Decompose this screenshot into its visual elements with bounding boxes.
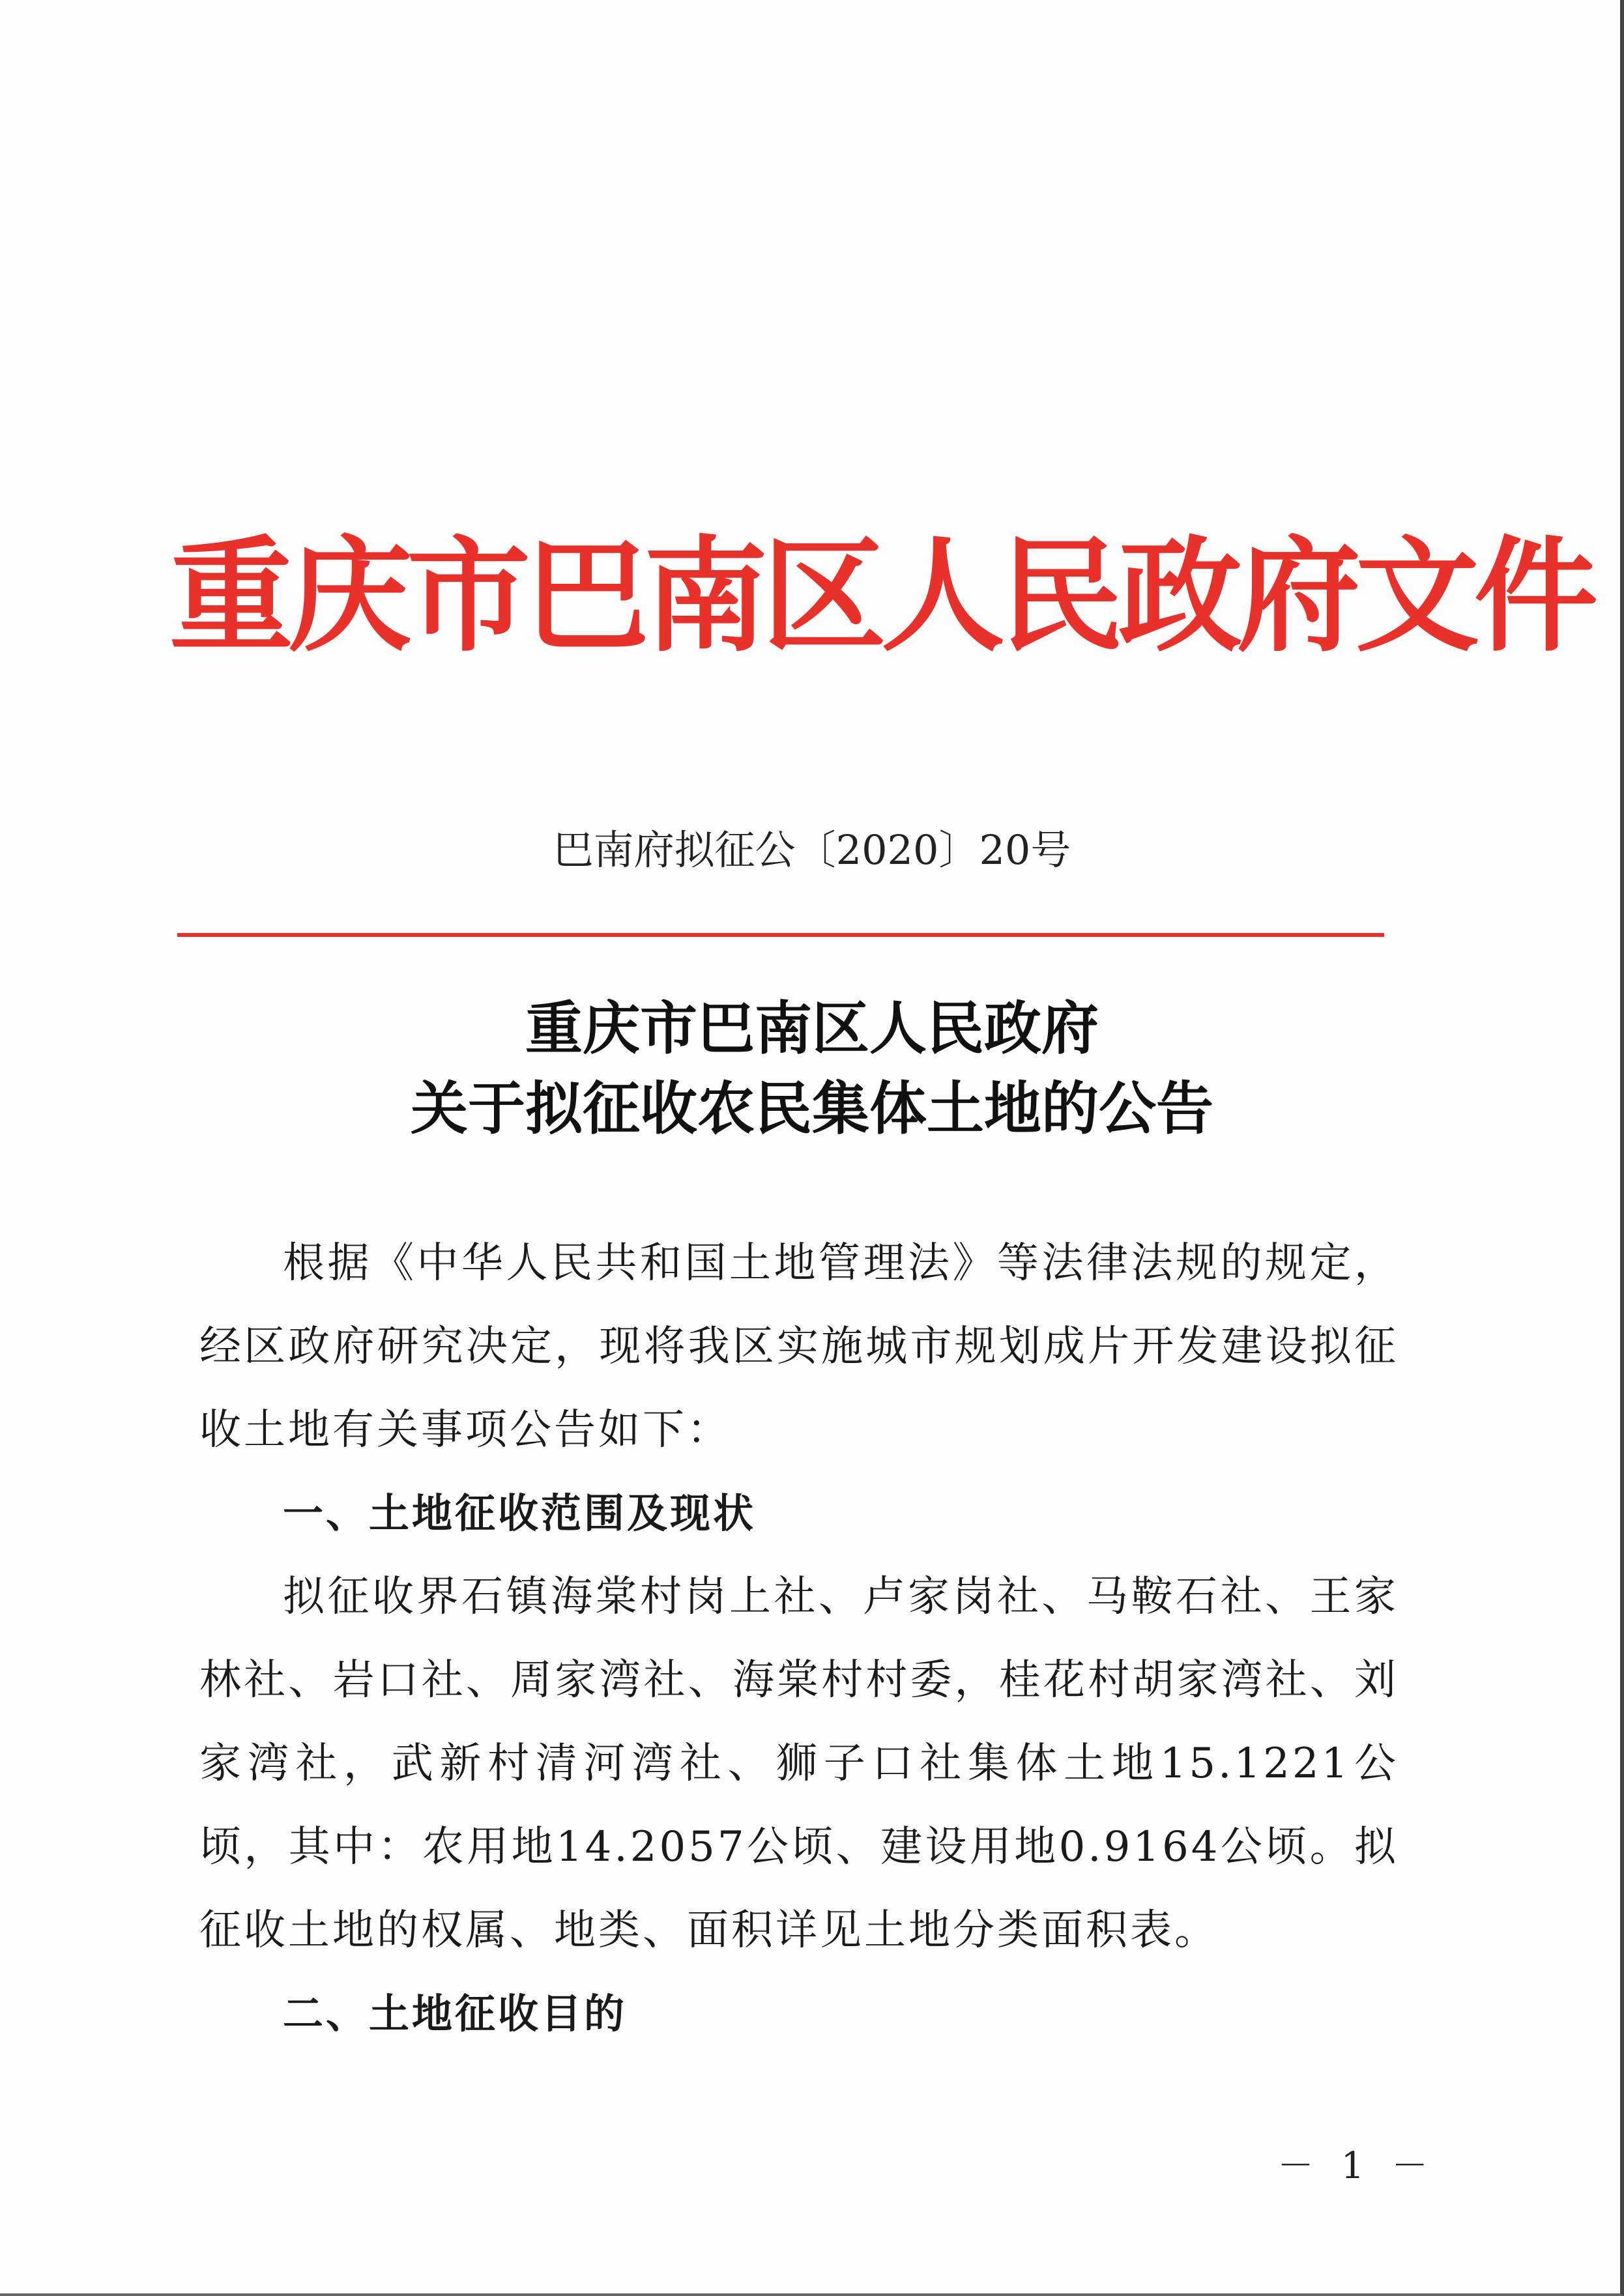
document-number: 巴南府拟征公〔2020〕20号 (553, 826, 1071, 874)
section-2-heading: 二、土地征收目的 (283, 1990, 628, 2037)
intro-paragraph: 根据《中华人民共和国土地管理法》等法律法规的规定，经区政府研究决定，现将我区实施城市规划成片开发建设拟征收土地有关事项公告如下： (199, 1239, 1399, 1454)
section-1-heading: 一、土地征收范围及现状 (283, 1489, 757, 1537)
notice-title-line-2: 关于拟征收农民集体土地的公告 (410, 1075, 1213, 1142)
notice-body (199, 1222, 1399, 2056)
notice-title-line-1: 重庆市巴南区人民政府 (525, 995, 1099, 1062)
section-1-paragraph: 拟征收界石镇海棠村岗上社、卢家岗社、马鞍石社、王家林社、岩口社、周家湾社、海棠村村委，桂花村胡家湾社、刘家湾社，武新村清河湾社、狮子口社集体土地15.1221公顷，其中：农用地14.2057公顷、建设用地0.9164公顷。拟征收土地的权属、地类、面积详见土地分类面积表。 (199, 1573, 1399, 1955)
issuer-banner: 重庆市巴南区人民政府文件 (169, 523, 1593, 668)
red-divider-line (177, 933, 1384, 937)
page-number: － 1 － (1277, 2145, 1436, 2187)
